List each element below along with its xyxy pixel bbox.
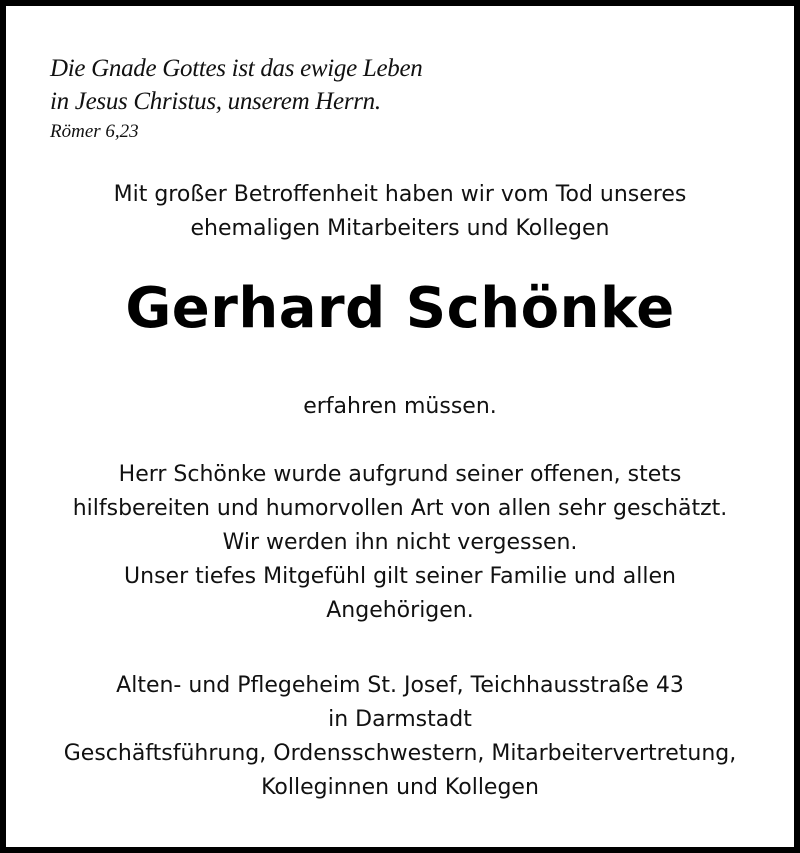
- tribute-line: Unser tiefes Mitgefühl gilt seiner Familie und allen: [124, 564, 676, 589]
- deceased-name: Gerhard Schönke: [125, 276, 675, 341]
- tribute-text: [6, 458, 794, 628]
- signature-line: Geschäftsführung, Ordensschwestern, Mitarbeitervertretung,: [63, 741, 737, 766]
- tribute-line: Angehörigen.: [326, 598, 474, 623]
- intro-line: ehemaligen Mitarbeiters und Kollegen: [190, 216, 610, 241]
- after-name-line: erfahren müssen.: [303, 394, 497, 419]
- tribute-line: Herr Schönke wurde aufgrund seiner offenen, stets: [118, 462, 682, 487]
- signature-line: Kolleginnen und Kollegen: [261, 775, 539, 800]
- intro-text: [6, 178, 794, 246]
- tribute-line: hilfsbereiten und humorvollen Art von allen sehr geschätzt.: [72, 496, 728, 521]
- verse-line: in Jesus Christus, unserem Herrn.: [50, 88, 381, 115]
- after-name-text: [6, 390, 794, 424]
- verse-line: Die Gnade Gottes ist das ewige Leben: [50, 55, 423, 82]
- tribute-line: Wir werden ihn nicht vergessen.: [222, 530, 578, 555]
- signature-line: in Darmstadt: [328, 707, 472, 732]
- signature-line: Alten- und Pflegeheim St. Josef, Teichhausstraße 43: [116, 673, 684, 698]
- intro-line: Mit großer Betroffenheit haben wir vom Tod unseres: [113, 182, 687, 207]
- bible-verse: [50, 52, 422, 144]
- signature-block: [6, 669, 794, 805]
- verse-reference: Römer 6,23: [50, 121, 139, 142]
